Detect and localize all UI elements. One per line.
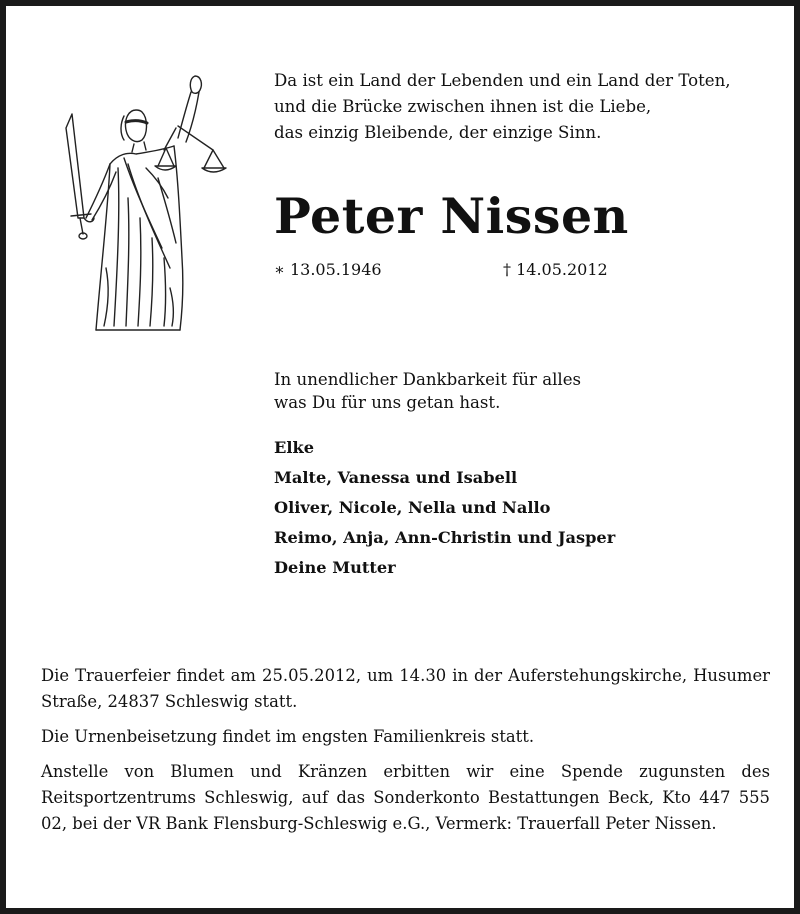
death-date: † 14.05.2012: [503, 260, 608, 279]
justitia-figure-icon: [58, 68, 234, 338]
family-member: Reimo, Anja, Ann-Christin und Jasper: [274, 528, 616, 547]
thanks-text: [274, 368, 581, 414]
family-member: Malte, Vanessa und Isabell: [274, 468, 518, 487]
thanks-line: was Du für uns getan hast.: [274, 393, 501, 412]
poem-line: Da ist ein Land der Lebenden und ein Land der Toten,: [274, 71, 731, 90]
thanks-line: In unendlicher Dankbarkeit für alles: [274, 370, 582, 389]
family-member: Oliver, Nicole, Nella und Nallo: [274, 498, 551, 517]
family-list: [274, 433, 615, 583]
poem: [274, 68, 754, 146]
donation-text: Anstelle von Blumen und Kränzen erbitten wir eine Spende zugunsten des Reitsportzentrums Schleswig, auf das Sonderkonto Bestattungen Beck, Kto 447 555 02, bei der VR Bank Flensburg-Schleswig e.G., Vermerk: Trauerfall Peter Nissen.: [41, 762, 770, 833]
urn-burial-text: Die Urnenbeisetzung findet im engsten Familienkreis statt.: [41, 727, 535, 746]
deceased-name: Peter Nissen: [274, 187, 629, 245]
funeral-info: [41, 663, 770, 846]
birth-date: ∗ 13.05.1946: [274, 260, 382, 279]
family-member: Deine Mutter: [274, 558, 396, 577]
poem-line: und die Brücke zwischen ihnen ist die Liebe,: [274, 97, 652, 116]
poem-line: das einzig Bleibende, der einzige Sinn.: [274, 123, 602, 142]
family-member: Elke: [274, 438, 315, 457]
funeral-service-text: Die Trauerfeier findet am 25.05.2012, um 14.30 in der Auferstehungskirche, Husumer Straße, 24837 Schleswig statt.: [41, 666, 770, 711]
